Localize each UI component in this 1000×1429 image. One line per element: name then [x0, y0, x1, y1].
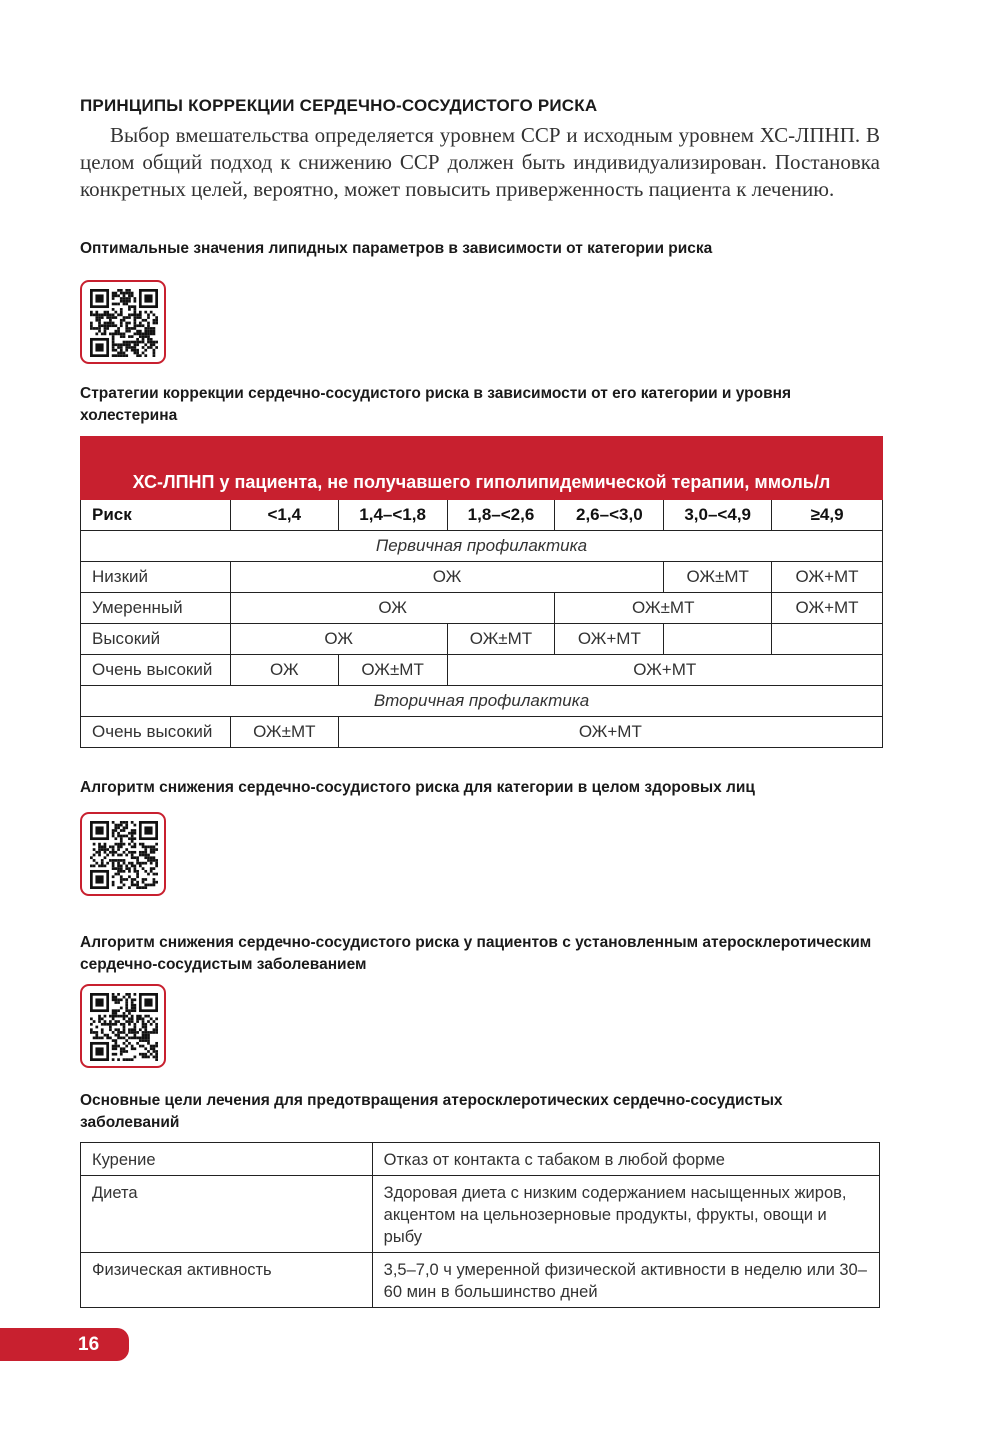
column-header: 2,6–<3,0 [555, 500, 664, 531]
row-label-low: Низкий [81, 562, 231, 593]
column-header: 3,0–<4,9 [664, 500, 772, 531]
row-label-very-high: Очень высокий [81, 655, 231, 686]
column-header-risk: Риск [81, 500, 231, 531]
section-title-ascvd-algorithm: Алгоритм снижения сердечно-сосудистого риска у пациентов с установленным атеросклеротическим сердечно-сосудистым заболеванием [80, 934, 872, 973]
row-label-very-high-secondary: Очень высокий [81, 717, 231, 748]
section-title-strategies: Стратегии коррекции сердечно-сосудистого риска в зависимости от его категории и уровня холестерина [80, 385, 792, 424]
table-cell: ОЖ [230, 624, 447, 655]
section-title-healthy-algorithm: Алгоритм снижения сердечно-сосудистого риска для категории в целом здоровых лиц [80, 779, 755, 796]
subheader-secondary: Вторичная профилактика [81, 686, 883, 717]
table-cell-empty [772, 624, 883, 655]
qr-code-icon [90, 993, 158, 1061]
qr-code-icon [90, 821, 158, 889]
goal-label: Диета [81, 1176, 373, 1253]
table-cell: ОЖ±МТ [338, 655, 447, 686]
table-cell: ОЖ±МТ [447, 624, 555, 655]
table-cell: ОЖ+МТ [772, 593, 883, 624]
table-cell: ОЖ [230, 655, 338, 686]
goal-label: Физическая активность [81, 1253, 373, 1308]
column-header: 1,4–<1,8 [338, 500, 447, 531]
table-cell: ОЖ±МТ [555, 593, 772, 624]
table-cell-empty [664, 624, 772, 655]
subheader-primary: Первичная профилактика [81, 531, 883, 562]
intro-paragraph: Выбор вмешательства определяется уровнем ССР и исходным уровнем ХС-ЛПНП. В целом общий подход к снижению ССР должен быть индивидуализирован. Постановка конкретных целей, вероятно, может повысить приверженность пациента к лечению. [80, 123, 880, 201]
goal-value: Здоровая диета с низким содержанием насыщенных жиров, акцентом на цельнозерновые продукты, фрукты, овощи и рыбу [372, 1176, 879, 1253]
table-cell: ОЖ+МТ [772, 562, 883, 593]
qr-code-ascvd-algorithm[interactable] [80, 984, 166, 1068]
table-cell: ОЖ+МТ [447, 655, 882, 686]
qr-code-lipid-targets[interactable] [80, 280, 166, 364]
column-header: 1,8–<2,6 [447, 500, 555, 531]
row-label-moderate: Умеренный [81, 593, 231, 624]
goal-value: 3,5–7,0 ч умеренной физической активности в неделю или 30–60 мин в большинство дней [372, 1253, 879, 1308]
table-cell: ОЖ±МТ [230, 717, 338, 748]
table-cell: ОЖ [230, 562, 663, 593]
table-cell: ОЖ+МТ [338, 717, 882, 748]
risk-strategy-table [80, 436, 883, 748]
page-number: 16 [0, 1328, 129, 1361]
column-header: ≥4,9 [772, 500, 883, 531]
section-title-treatment-goals: Основные цели лечения для предотвращения атеросклеротических сердечно-сосудистых заболеваний [80, 1092, 783, 1131]
goal-value: Отказ от контакта с табаком в любой форме [372, 1143, 879, 1176]
qr-code-healthy-algorithm[interactable] [80, 812, 166, 896]
section-title-lipid-targets: Оптимальные значения липидных параметров в зависимости от категории риска [80, 240, 713, 257]
row-label-high: Высокий [81, 624, 231, 655]
column-header: <1,4 [230, 500, 338, 531]
table-cell: ОЖ±МТ [664, 562, 772, 593]
goal-label: Курение [81, 1143, 373, 1176]
table-title: ХС-ЛПНП у пациента, не получавшего гиполипидемической терапии, ммоль/л [81, 437, 883, 500]
treatment-goals-table [80, 1142, 880, 1308]
qr-code-icon [90, 289, 158, 357]
table-cell: ОЖ [230, 593, 555, 624]
page-heading: ПРИНЦИПЫ КОРРЕКЦИИ СЕРДЕЧНО-СОСУДИСТОГО РИСКА [80, 96, 598, 115]
table-cell: ОЖ+МТ [555, 624, 664, 655]
